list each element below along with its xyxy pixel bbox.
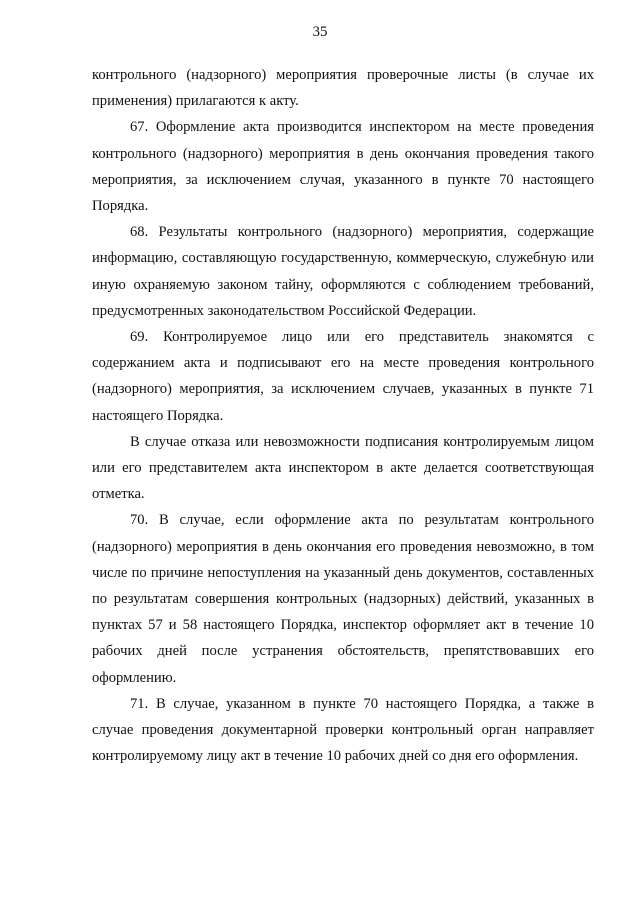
paragraph-item-69: 69. Контролируемое лицо или его представитель знакомятся с содержанием акта и подписывают его на месте проведения контрольного (надзорного) мероприятия, за исключением случаев, указанных в пункте 71 настоящего Порядка. [92, 329, 594, 424]
page-number: 35 [312, 24, 328, 40]
document-body [92, 62, 594, 769]
paragraph-item-68: 68. Результаты контрольного (надзорного) мероприятия, содержащие информацию, составляющую государственную, коммерческую, служебную или иную охраняемую законом тайну, оформляются с соблюдением требований, предусмотренных законодательством Российской Федерации. [92, 224, 594, 319]
paragraph-continuation: контрольного (надзорного) мероприятия проверочные листы (в случае их применения) прилагаются к акту. [92, 67, 594, 110]
paragraph-item-70: 70. В случае, если оформление акта по результатам контрольного (надзорного) мероприятия в день окончания его проведения невозможно, в том числе по причине непоступления на указанный день документов, составленных по результатам совершения контрольных (надзорных) действий, указанных в пунктах 57 и 58 настоящего Порядка, инспектор оформляет акт в течение 10 рабочих дней после устранения обстоятельств, препятствовавших его оформлению. [92, 512, 594, 686]
paragraph-item-69-refusal: В случае отказа или невозможности подписания контролируемым лицом или его представителем акта инспектором в акте делается соответствующая отметка. [92, 433, 594, 503]
paragraph-item-67: 67. Оформление акта производится инспектором на месте проведения контрольного (надзорного) мероприятия в день окончания проведения такого мероприятия, за исключением случая, указанного в пункте 70 настоящего Порядка. [92, 119, 594, 215]
paragraph-item-71: 71. В случае, указанном в пункте 70 настоящего Порядка, а также в случае проведения документарной проверки контрольный орган направляет контролируемому лицу акт в течение 10 рабочих дней со дня его оформления. [92, 695, 594, 765]
